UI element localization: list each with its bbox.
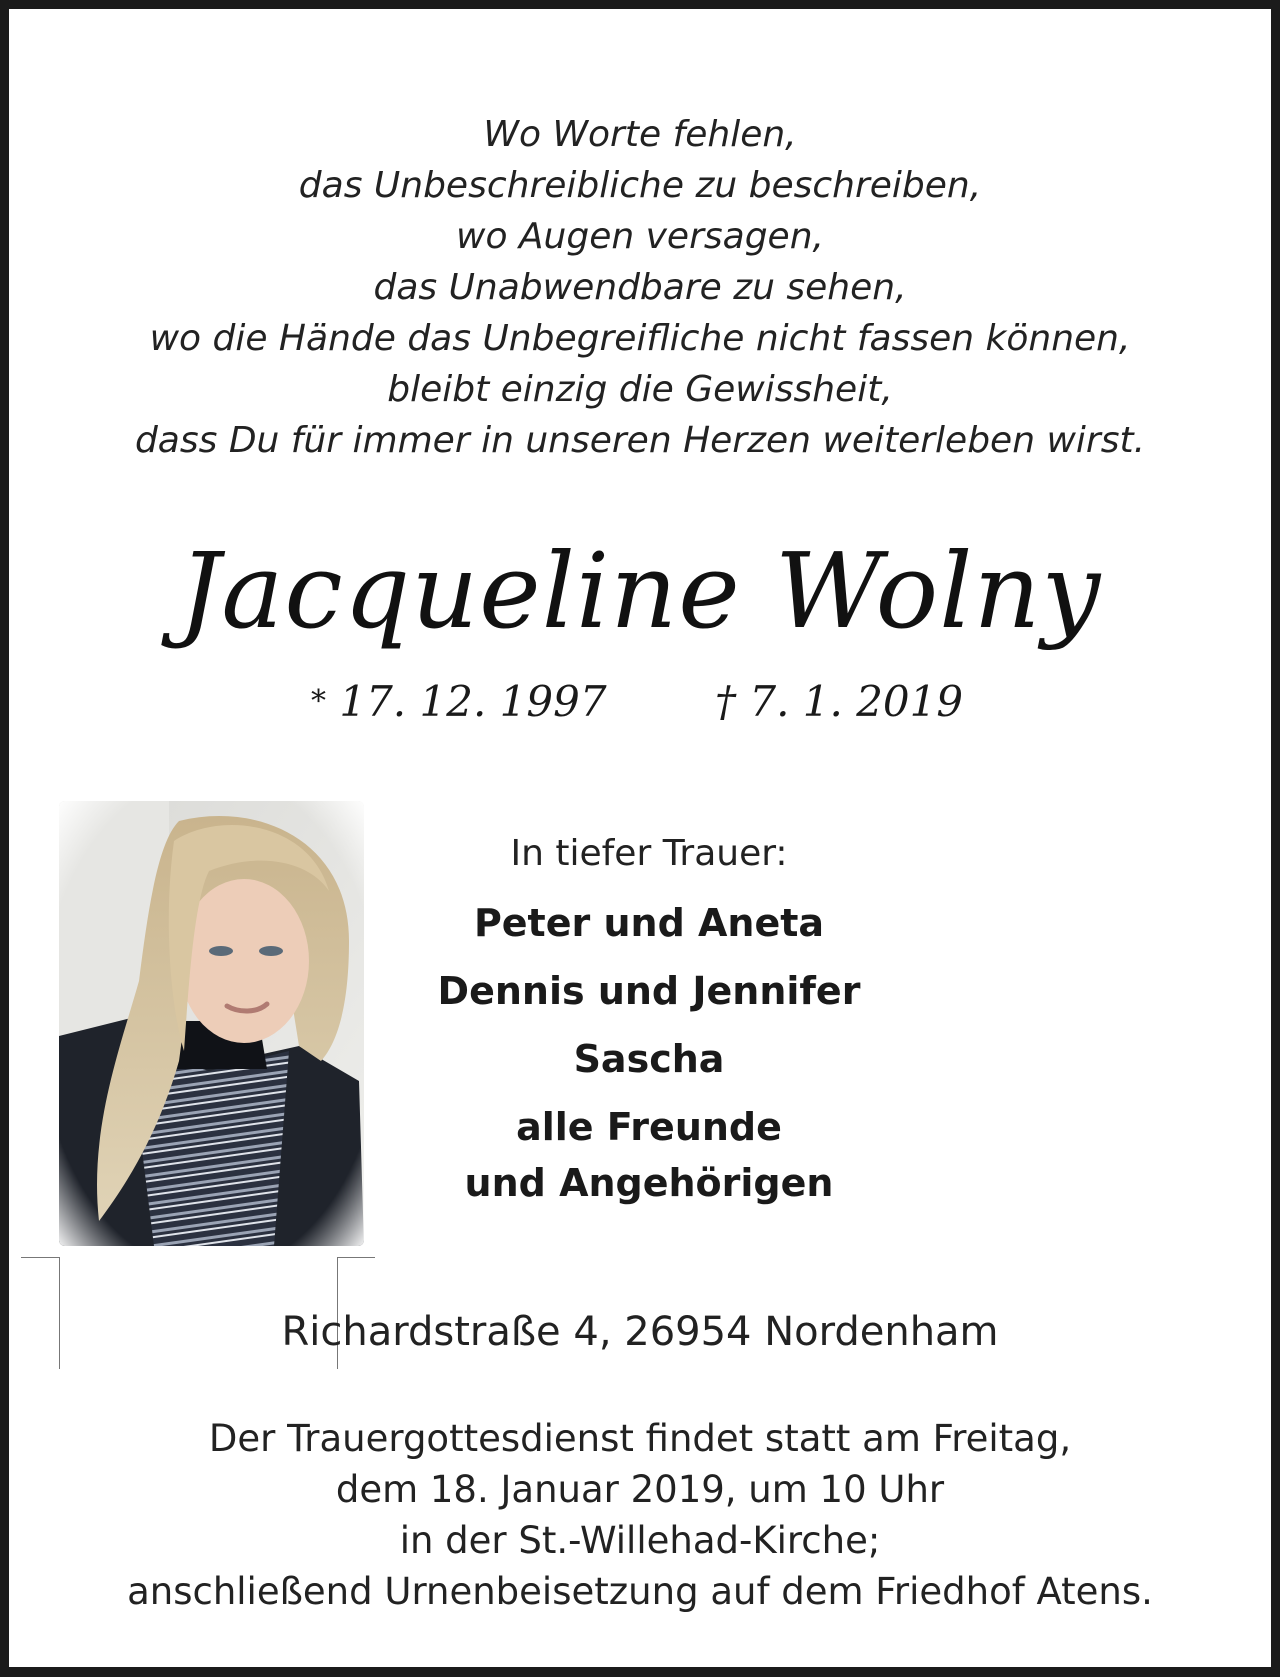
poem-line: das Unabwendbare zu sehen,: [373, 267, 907, 308]
death-date-line: [715, 677, 963, 727]
mourner-name: Sascha: [573, 1037, 725, 1081]
birth-date-line: [311, 677, 607, 727]
service-line: dem 18. Januar 2019, um 10 Uhr: [335, 1468, 945, 1511]
crop-mark: [21, 1257, 59, 1258]
poem-line: wo die Hände das Unbegreifliche nicht fassen können,: [149, 318, 1131, 359]
mourners-intro: In tiefer Trauer:: [510, 833, 788, 874]
deceased-name: Jacqueline Wolny: [178, 530, 1102, 652]
death-date: 7. 1. 2019: [749, 677, 964, 726]
birth-symbol: *: [311, 684, 326, 719]
service-line: anschließend Urnenbeisetzung auf dem Friedhof Atens.: [127, 1570, 1153, 1613]
mourners-block: [389, 827, 909, 1211]
poem-line: wo Augen versagen,: [456, 216, 824, 257]
service-info: [9, 1413, 1271, 1617]
birth-date: 17. 12. 1997: [339, 677, 607, 726]
mourner-name: Dennis und Jennifer: [437, 969, 861, 1013]
address: Richardstraße 4, 26954 Nordenham: [281, 1309, 999, 1355]
mourner-name: und Angehörigen: [464, 1161, 834, 1205]
mourner-name: alle Freunde: [516, 1105, 782, 1149]
death-symbol: †: [715, 677, 736, 726]
poem-line: bleibt einzig die Gewissheit,: [387, 369, 893, 410]
crop-mark: [337, 1257, 375, 1258]
portrait-photo-icon: [59, 801, 364, 1246]
poem: [9, 109, 1271, 466]
poem-line: Wo Worte fehlen,: [483, 114, 797, 155]
service-line: Der Trauergottesdienst findet statt am Freitag,: [208, 1417, 1072, 1460]
service-line: in der St.-Willehad-Kirche;: [399, 1519, 881, 1562]
mourner-name: Peter und Aneta: [473, 901, 825, 945]
portrait-photo: [59, 801, 364, 1246]
poem-line: das Unbeschreibliche zu beschreiben,: [298, 165, 982, 206]
poem-line: dass Du für immer in unseren Herzen weiterleben wirst.: [134, 420, 1146, 461]
